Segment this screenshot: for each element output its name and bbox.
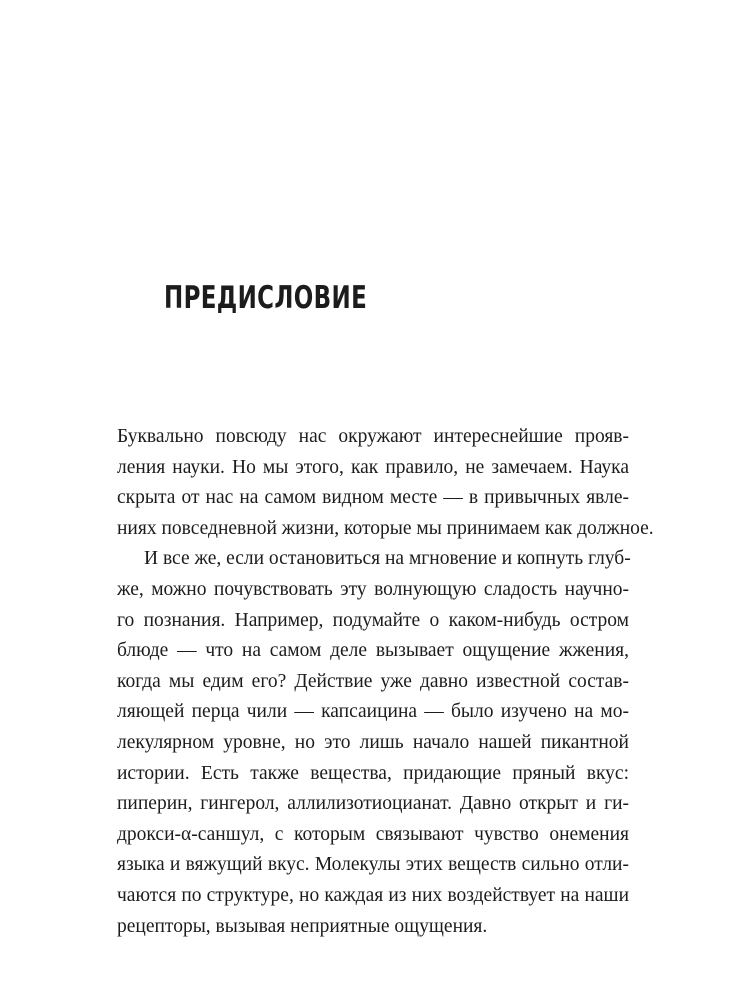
paragraph-1 <box>117 422 654 544</box>
text-line: лекулярном уровне, но это лишь начало нашей пикантной <box>117 731 629 753</box>
text-line: чаются по структуре, но каждая из них воздействует на наши <box>117 884 629 906</box>
text-line: когда мы едим его? Действие уже давно известной состав- <box>117 670 629 692</box>
text-line: языка и вяжущий вкус. Молекулы этих веществ сильно отли- <box>117 854 629 876</box>
text-line: блюде — что на самом деле вызывает ощущение жжения, <box>117 640 629 662</box>
paragraph-2 <box>117 544 629 942</box>
text-line: дрокси-α-саншул, с которым связывают чувство онемения <box>117 823 629 845</box>
body-text <box>117 422 654 942</box>
text-line: ниях повседневной жизни, которые мы принимаем как должное. <box>117 517 654 539</box>
text-line: рецепторы, вызывая неприятные ощущения. <box>117 915 488 937</box>
chapter-title: ПРЕДИСЛОВИЕ <box>164 280 368 316</box>
text-line: скрыта от нас на самом видном месте — в привычных явле- <box>117 487 629 509</box>
text-line: го познания. Например, подумайте о каком-нибудь остром <box>117 609 629 631</box>
text-line: же, можно почувствовать эту волнующую сладость научно- <box>117 578 629 600</box>
text-line: Буквально повсюду нас окружают интереснейшие прояв- <box>117 426 629 447</box>
text-line: И все же, если остановиться на мгновение и копнуть глуб- <box>144 548 631 570</box>
text-line: ления науки. Но мы этого, как правило, не замечаем. Наука <box>117 456 629 478</box>
text-line: ляющей перца чили — капсаицина — было изучено на мо- <box>117 701 629 723</box>
text-line: истории. Есть также вещества, придающие пряный вкус: <box>117 762 629 784</box>
text-line: пиперин, гингерол, аллилизотиоцианат. Давно открыт и ги- <box>117 793 629 815</box>
